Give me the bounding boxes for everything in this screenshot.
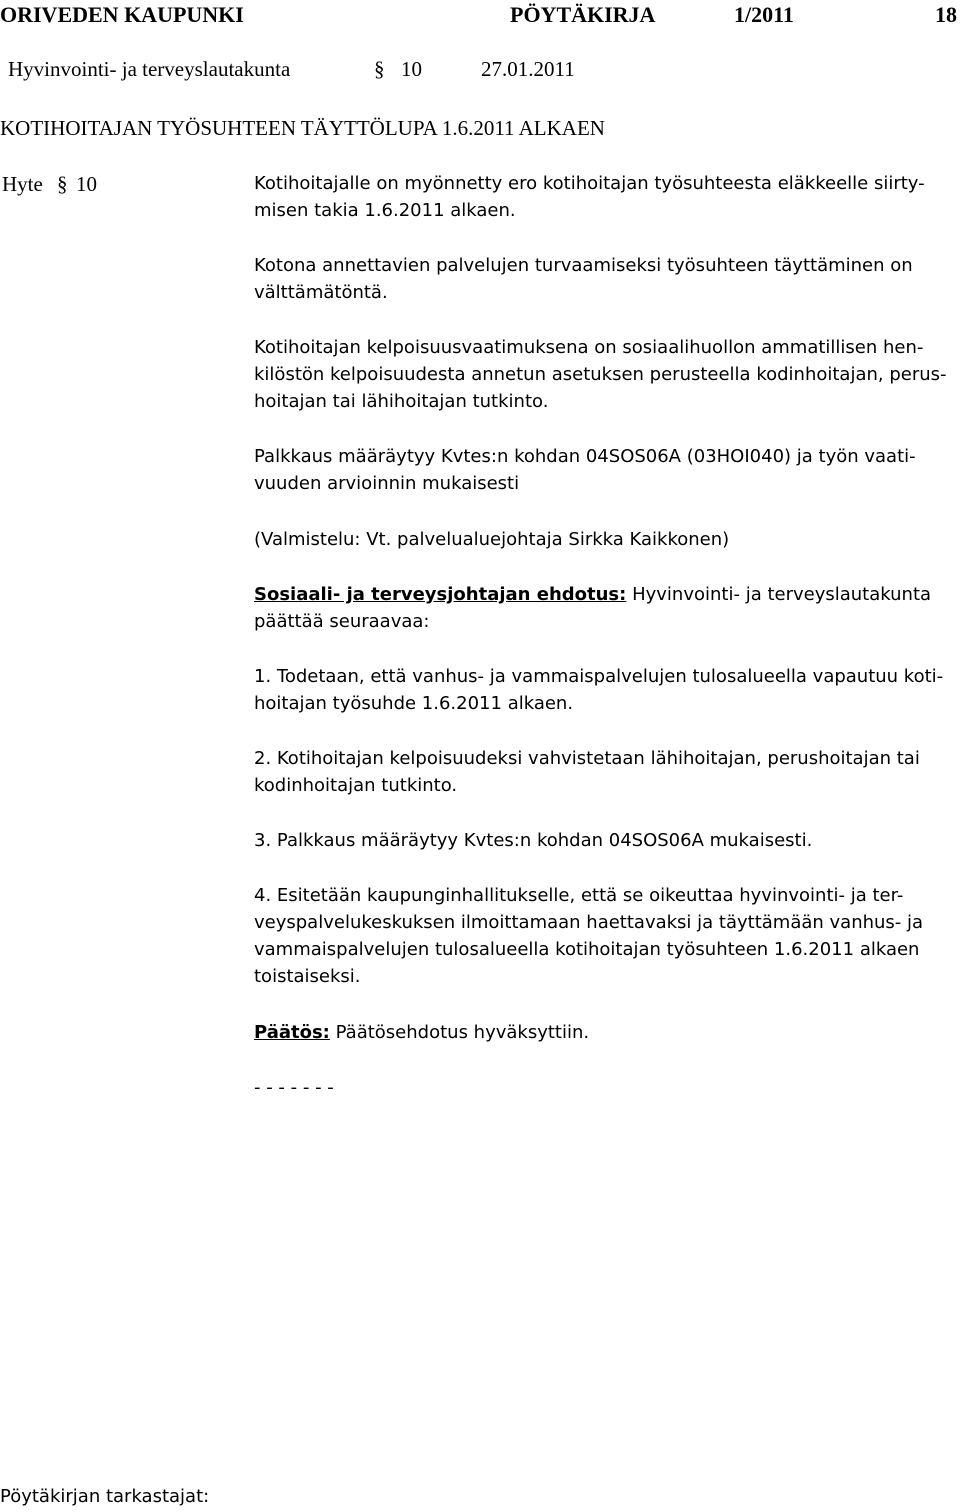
paragraph-background: Kotihoitajalle on myönnetty ero kotihoitajan työsuhteesta eläkkeelle siirty- misen takia 1.6.2011 alkaen. (254, 173, 925, 221)
paragraph-necessity: Kotona annettavien palvelujen turvaamiseksi työsuhteen täyttäminen on välttämätöntä. (254, 255, 913, 303)
reference-prefix: Hyte (2, 172, 43, 196)
reference-section-mark: § (57, 172, 68, 196)
decision-block (254, 1019, 954, 1046)
section-mark: § (374, 57, 385, 81)
decision-text: Päätösehdotus hyväksyttiin. (335, 1022, 590, 1043)
document-type: PÖYTÄKIRJA (510, 2, 656, 27)
paragraph-salary: Palkkaus määräytyy Kvtes:n kohdan 04SOS06A (03HOI040) ja työn vaati- vuuden arvioinnin mukaisesti (254, 446, 916, 494)
list-item: 1. Todetaan, että vanhus- ja vammaispalvelujen tulosalueella vapautuu koti- hoitajan työsuhde 1.6.2011 alkaen. (254, 666, 944, 714)
item-title: KOTIHOITAJAN TYÖSUHTEEN TÄYTTÖLUPA 1.6.2011 ALKAEN (0, 116, 605, 140)
proposal-text: Hyvinvointi- ja terveyslautakunta (632, 584, 932, 605)
reference-number: 10 (76, 172, 97, 196)
proposal-block (254, 581, 954, 635)
paragraph-qualifications: Kotihoitajan kelpoisuusvaatimuksena on sosiaalihuollon ammatillisen hen- kilöstön kelpoisuudesta annetun asetuksen perusteella kodinhoitajan, perus- hoitajan tai lähihoitajan tutkinto. (254, 337, 947, 412)
proposal-text-line2: päättää seuraavaa: (254, 611, 430, 632)
footer-reviewers-label: Pöytäkirjan tarkastajat: (0, 1486, 210, 1507)
committee-name: Hyvinvointi- ja terveyslautakunta (8, 57, 291, 81)
list-item: 4. Esitetään kaupunginhallitukselle, että se oikeuttaa hyvinvointi- ja ter- veyspalvelukeskuksen ilmoittamaan haettavaksi ja täyttämään vanhus- ja vammaispalvelujen tulosalueella kotihoitajan työsuhteen 1.6.2011 alkaen toistaiseksi. (254, 885, 924, 987)
decision-label: Päätös: (254, 1022, 330, 1043)
list-item: 3. Palkkaus määräytyy Kvtes:n kohdan 04SOS06A mukaisesti. (254, 830, 813, 851)
page-number: 18 (935, 2, 957, 27)
proposal-label: Sosiaali- ja terveysjohtajan ehdotus: (254, 584, 627, 605)
meeting-date: 27.01.2011 (481, 57, 575, 81)
list-item: 2. Kotihoitajan kelpoisuudeksi vahvistetaan lähihoitajan, perushoitajan tai kodinhoitajan tutkinto. (254, 748, 920, 796)
paragraph-preparer: (Valmistelu: Vt. palvelualuejohtaja Sirkka Kaikkonen) (254, 529, 730, 550)
meeting-number: 10 (401, 57, 422, 81)
document-number: 1/2011 (734, 2, 794, 27)
organization-name: ORIVEDEN KAUPUNKI (0, 2, 244, 27)
separator: - - - - - - - (254, 1077, 334, 1098)
